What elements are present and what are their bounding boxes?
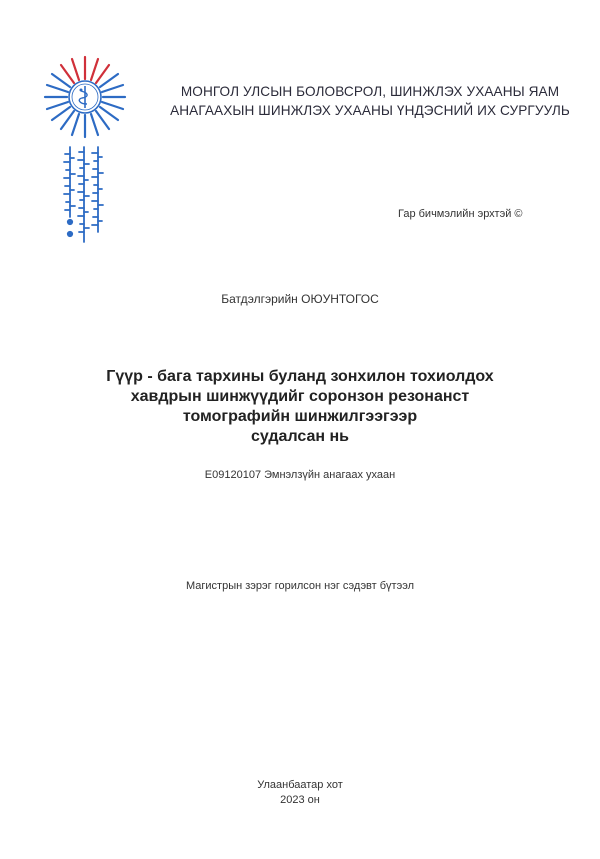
- degree-statement: Магистрын зэрэг горилсон нэг сэдэвт бүтээл: [186, 580, 414, 592]
- university-name: АНАГААХЫН ШИНЖЛЭХ УХААНЫ ҮНДЭСНИЙ ИХ СУРГУУЛЬ: [170, 103, 570, 118]
- ministry-name: МОНГОЛ УЛСЫН БОЛОВСРОЛ, ШИНЖЛЭХ УХААНЫ ЯАМ: [180, 84, 560, 99]
- thesis-title: [80, 367, 520, 447]
- thesis-title-line: судалсан нь: [250, 428, 349, 445]
- university-emblem-icon: [40, 52, 130, 257]
- institution-header: [155, 82, 585, 120]
- thesis-title-line: хавдрын шинжүүдийг соронзон резонанст: [130, 388, 470, 405]
- specialty-code: E09120107 Эмнэлзүйн анагаах ухаан: [204, 469, 396, 481]
- author-name: Батдэлгэрийн ОЮУНТОГОС: [221, 292, 379, 306]
- year: 2023 он: [280, 794, 320, 806]
- thesis-title-line: Гүүр - бага тархины буланд зонхилон тохиолдох: [106, 368, 494, 385]
- copyright-notice: Гар бичмэлийн эрхтэй ©: [398, 208, 523, 220]
- city: Улаанбаатар хот: [257, 779, 343, 791]
- thesis-title-line: томографийн шинжилгээгээр: [182, 408, 418, 425]
- place-and-year: [0, 778, 600, 808]
